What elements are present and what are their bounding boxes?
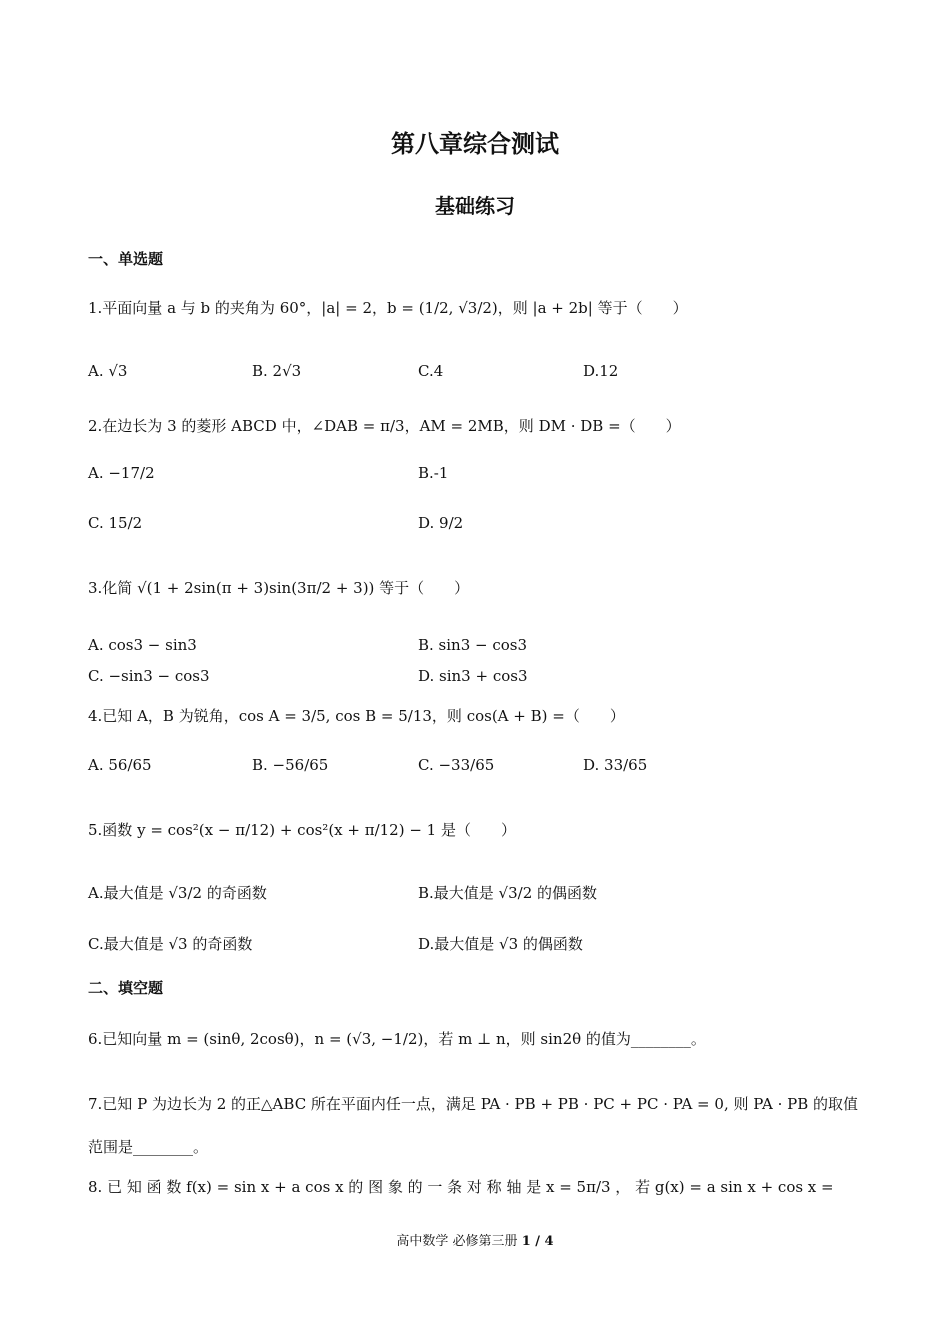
question-2-stem: 2.在边长为 3 的菱形 ABCD 中，∠DAB = π/3，AM = 2MB，则 DM · DB =（ ） xyxy=(88,417,681,435)
question-3-option-d: D. sin3 + cos3 xyxy=(418,667,528,685)
question-5-option-c: C.最大值是 √3 的奇函数 xyxy=(88,935,253,953)
question-4-option-b: B. −56/65 xyxy=(252,756,329,774)
question-3-option-a: A. cos3 − sin3 xyxy=(88,636,197,654)
footer-text: 高中数学 必修第三册 xyxy=(396,1234,518,1249)
question-1-option-c: C.4 xyxy=(418,362,444,380)
question-3-option-c: C. −sin3 − cos3 xyxy=(88,667,210,685)
question-4-stem: 4.已知 A，B 为锐角，cos A = 3/5, cos B = 5/13，则 cos(A + B) =（ ） xyxy=(88,707,625,725)
question-1-option-d: D.12 xyxy=(583,362,619,380)
question-4-option-d: D. 33/65 xyxy=(583,756,648,774)
page-title: 第八章综合测试 xyxy=(391,129,559,158)
page-subtitle: 基础练习 xyxy=(435,194,515,218)
question-3-option-b: B. sin3 − cos3 xyxy=(418,636,528,654)
question-2-option-c: C. 15/2 xyxy=(88,514,143,532)
question-7-line-1: 7.已知 P 为边长为 2 的正△ABC 所在平面内任一点，满足 PA · PB + PB · PC + PC · PA = 0, 则 PA · PB 的取值 xyxy=(88,1095,858,1113)
question-1-option-a: A. √3 xyxy=(88,362,128,380)
question-1-stem: 1.平面向量 a 与 b 的夹角为 60°，|a| = 2，b = (1/2, √3/2)，则 |a + 2b| 等于（ ） xyxy=(88,299,688,317)
question-4-option-c: C. −33/65 xyxy=(418,756,495,774)
question-5-stem: 5.函数 y = cos²(x − π/12) + cos²(x + π/12) − 1 是（ ） xyxy=(88,821,516,839)
page-footer xyxy=(0,1230,950,1249)
question-2-option-d: D. 9/2 xyxy=(418,514,464,532)
question-5-option-b: B.最大值是 √3/2 的偶函数 xyxy=(418,884,598,902)
page-number: 1 / 4 xyxy=(521,1234,554,1249)
question-4-option-a: A. 56/65 xyxy=(88,756,152,774)
question-5-option-d: D.最大值是 √3 的偶函数 xyxy=(418,935,583,953)
question-8-stem: 8. 已 知 函 数 f(x) = sin x + a cos x 的 图 象 的 一 条 对 称 轴 是 x = 5π/3 ， 若 g(x) = a sin x + cos x = xyxy=(88,1178,834,1196)
section-single-choice: 一、单选题 xyxy=(88,250,164,268)
question-2-option-b: B.-1 xyxy=(418,464,449,482)
question-7-line-2: 范围是________。 xyxy=(88,1138,209,1156)
question-5-option-a: A.最大值是 √3/2 的奇函数 xyxy=(88,884,267,902)
question-6-stem: 6.已知向量 m = (sinθ, 2cosθ)，n = (√3, −1/2)，若 m ⊥ n，则 sin2θ 的值为________。 xyxy=(88,1030,706,1048)
question-3-stem: 3.化简 √(1 + 2sin(π + 3)sin(3π/2 + 3)) 等于（ ） xyxy=(88,579,470,597)
question-2-option-a: A. −17/2 xyxy=(88,464,155,482)
section-fill-blank: 二、填空题 xyxy=(88,979,164,997)
question-1-option-b: B. 2√3 xyxy=(252,362,302,380)
